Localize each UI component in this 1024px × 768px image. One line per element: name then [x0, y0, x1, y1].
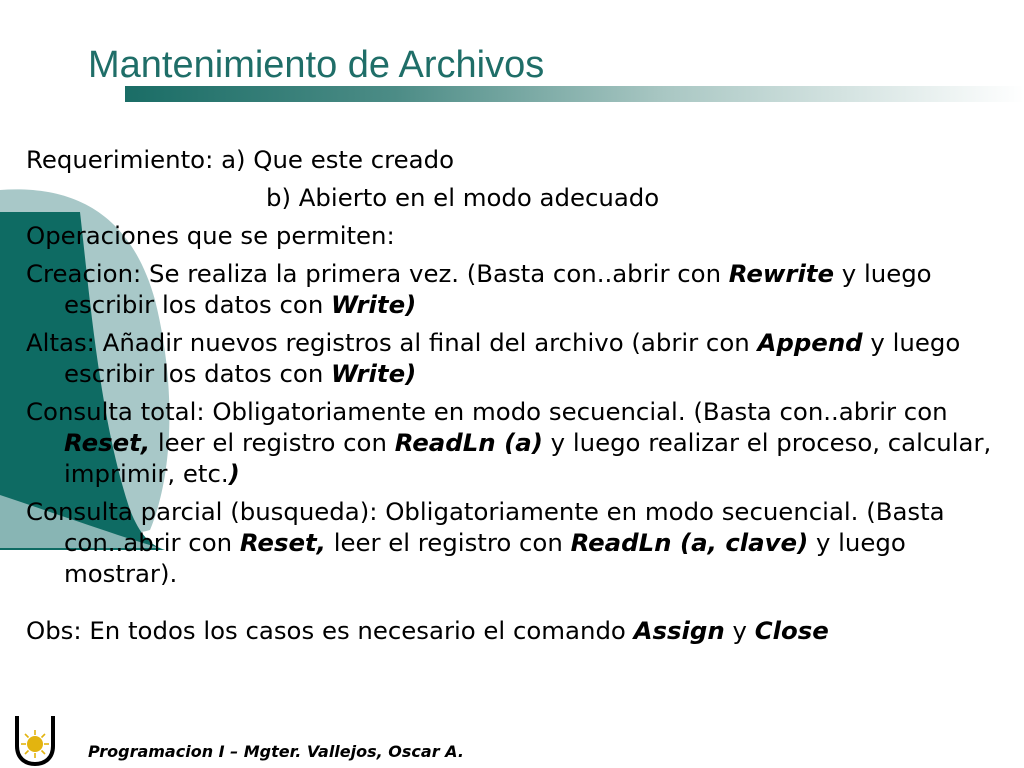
keyword-append: Append — [757, 328, 863, 357]
consulta-total-text-1: Consulta total: Obligatoriamente en modo secuencial. (Basta con..abrir con — [26, 397, 948, 426]
keyword-reset: Reset, — [239, 528, 326, 557]
keyword-reset: Reset, — [64, 428, 151, 457]
consulta-parcial-text-1: Consulta parcial (busqueda): Obligatoriamente en modo secuencial. (Basta con..abrir con — [26, 497, 945, 557]
altas-text-2: y luego escribir los datos con — [64, 328, 961, 388]
consulta-parcial-text-3: y luego mostrar). — [64, 528, 906, 588]
slide-body — [26, 144, 1016, 653]
title-underline-bar — [125, 86, 1024, 102]
operations-heading: Operaciones que se permiten: — [26, 221, 395, 250]
keyword-close: Close — [754, 616, 829, 645]
creacion-paragraph — [26, 258, 1016, 320]
obs-paragraph — [26, 615, 1016, 646]
consulta-parcial-paragraph — [26, 496, 1016, 589]
altas-paragraph — [26, 327, 1016, 389]
keyword-write: Write) — [331, 290, 417, 319]
requirement-line-2: b) Abierto en el modo adecuado — [266, 183, 660, 212]
consulta-parcial-text-2: leer el registro con — [325, 528, 571, 557]
requirement-line-1: Requerimiento: a) Que este creado — [26, 145, 454, 174]
page-title: Mantenimiento de Archivos — [88, 44, 545, 86]
consulta-total-text-2: leer el registro con — [150, 428, 395, 457]
keyword-readln-clave: ReadLn (a, clave) — [570, 528, 809, 557]
altas-text-1: Altas: Añadir nuevos registros al final del archivo (abrir con — [26, 328, 758, 357]
keyword-rewrite: Rewrite — [728, 259, 835, 288]
closing-paren: ) — [228, 459, 240, 488]
university-sun-logo-icon — [14, 714, 56, 766]
keyword-write: Write) — [331, 359, 417, 388]
creacion-text-2: y luego escribir los datos con — [64, 259, 932, 319]
obs-text-2: y — [724, 616, 755, 645]
keyword-assign: Assign — [633, 616, 725, 645]
consulta-total-text-3: y luego realizar el proceso, calcular, imprimir, etc. — [64, 428, 992, 488]
consulta-total-paragraph — [26, 396, 1016, 489]
footer-credit: Programacion I – Mgter. Vallejos, Oscar A. — [88, 742, 464, 761]
creacion-text-1: Creacion: Se realiza la primera vez. (Basta con..abrir con — [26, 259, 729, 288]
obs-text-1: Obs: En todos los casos es necesario el comando — [26, 616, 634, 645]
keyword-readln: ReadLn (a) — [394, 428, 543, 457]
